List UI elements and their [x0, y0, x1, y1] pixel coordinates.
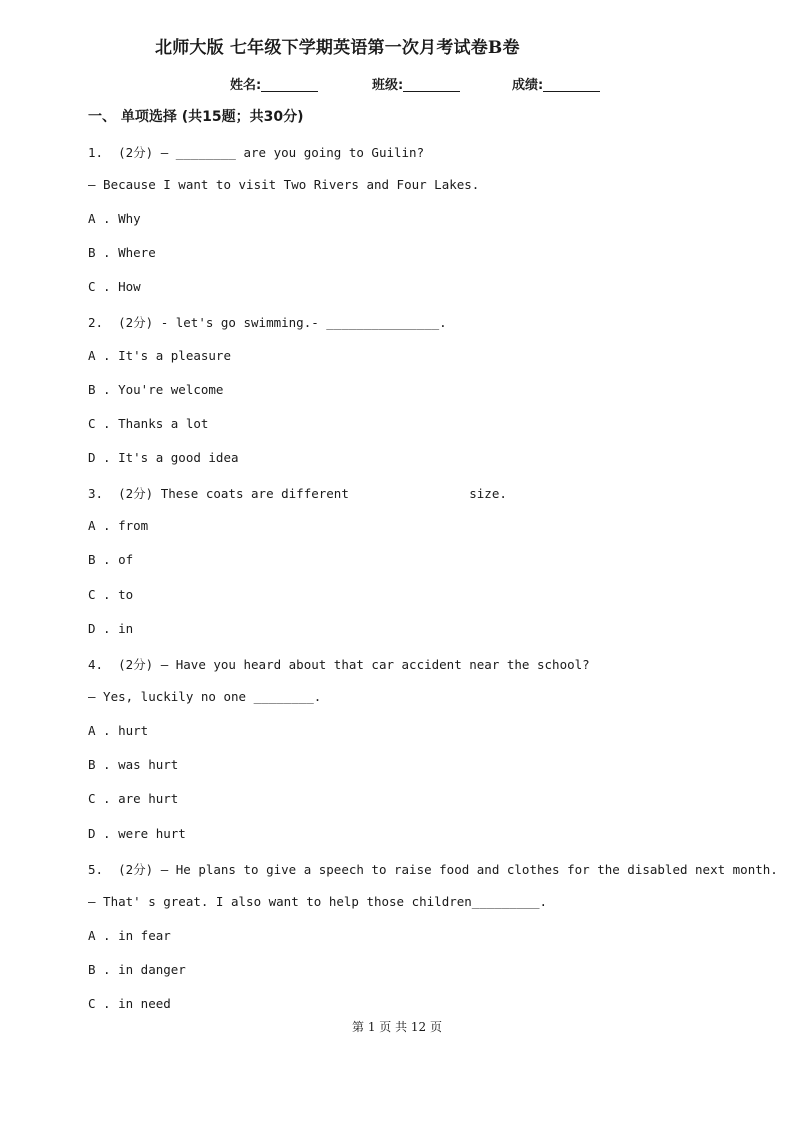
- option-text: C . to: [88, 587, 134, 602]
- name-field: [230, 74, 318, 93]
- section-heading: 一、 单项选择 (共15题；共30分): [88, 109, 304, 125]
- option-text: B . You're welcome: [88, 382, 224, 397]
- question-text: 4. (2分) — Have you heard about that car accident near the school?: [88, 657, 590, 672]
- option-text: D . It's a good idea: [88, 450, 239, 465]
- name-label: 姓名:: [230, 78, 262, 93]
- option-text: A . in fear: [88, 928, 171, 943]
- option-text: C . are hurt: [88, 791, 179, 806]
- page-title: 北师大版 七年级下学期英语第一次月考试卷B卷: [155, 38, 520, 58]
- option-text: A . Why: [88, 211, 141, 226]
- name-blank: [261, 77, 318, 92]
- option-text: B . in danger: [88, 962, 186, 977]
- score-label: 成绩:: [512, 78, 544, 93]
- dialogue-text: — Because I want to visit Two Rivers and Four Lakes.: [88, 177, 480, 192]
- option-text: D . in: [88, 621, 134, 636]
- option-text: A . from: [88, 518, 149, 533]
- option-text: A . It's a pleasure: [88, 348, 231, 363]
- option-text: C . Thanks a lot: [88, 416, 209, 431]
- option-text: B . was hurt: [88, 757, 179, 772]
- option-text: B . of: [88, 552, 134, 567]
- option-text: B . Where: [88, 245, 156, 260]
- class-blank: [403, 77, 460, 92]
- option-text: C . in need: [88, 996, 171, 1011]
- option-text: C . How: [88, 279, 141, 294]
- class-field: [372, 74, 460, 93]
- dialogue-text: — Yes, luckily no one ________.: [88, 689, 322, 704]
- option-text: D . were hurt: [88, 826, 186, 841]
- question-text: 2. (2分) - let's go swimming.- _______________.: [88, 315, 447, 330]
- option-text: A . hurt: [88, 723, 149, 738]
- question-text: 5. (2分) — He plans to give a speech to raise food and clothes for the disabled next month.: [88, 862, 778, 877]
- score-blank: [543, 77, 600, 92]
- score-field: [512, 74, 600, 93]
- question-text: 1. (2分) — ________ are you going to Guilin?: [88, 145, 425, 160]
- question-text: 3. (2分) These coats are different size.: [88, 486, 507, 501]
- class-label: 班级:: [372, 78, 404, 93]
- page-footer: 第 1 页 共 12 页: [352, 1020, 442, 1034]
- dialogue-text: — That' s great. I also want to help those children_________.: [88, 894, 548, 909]
